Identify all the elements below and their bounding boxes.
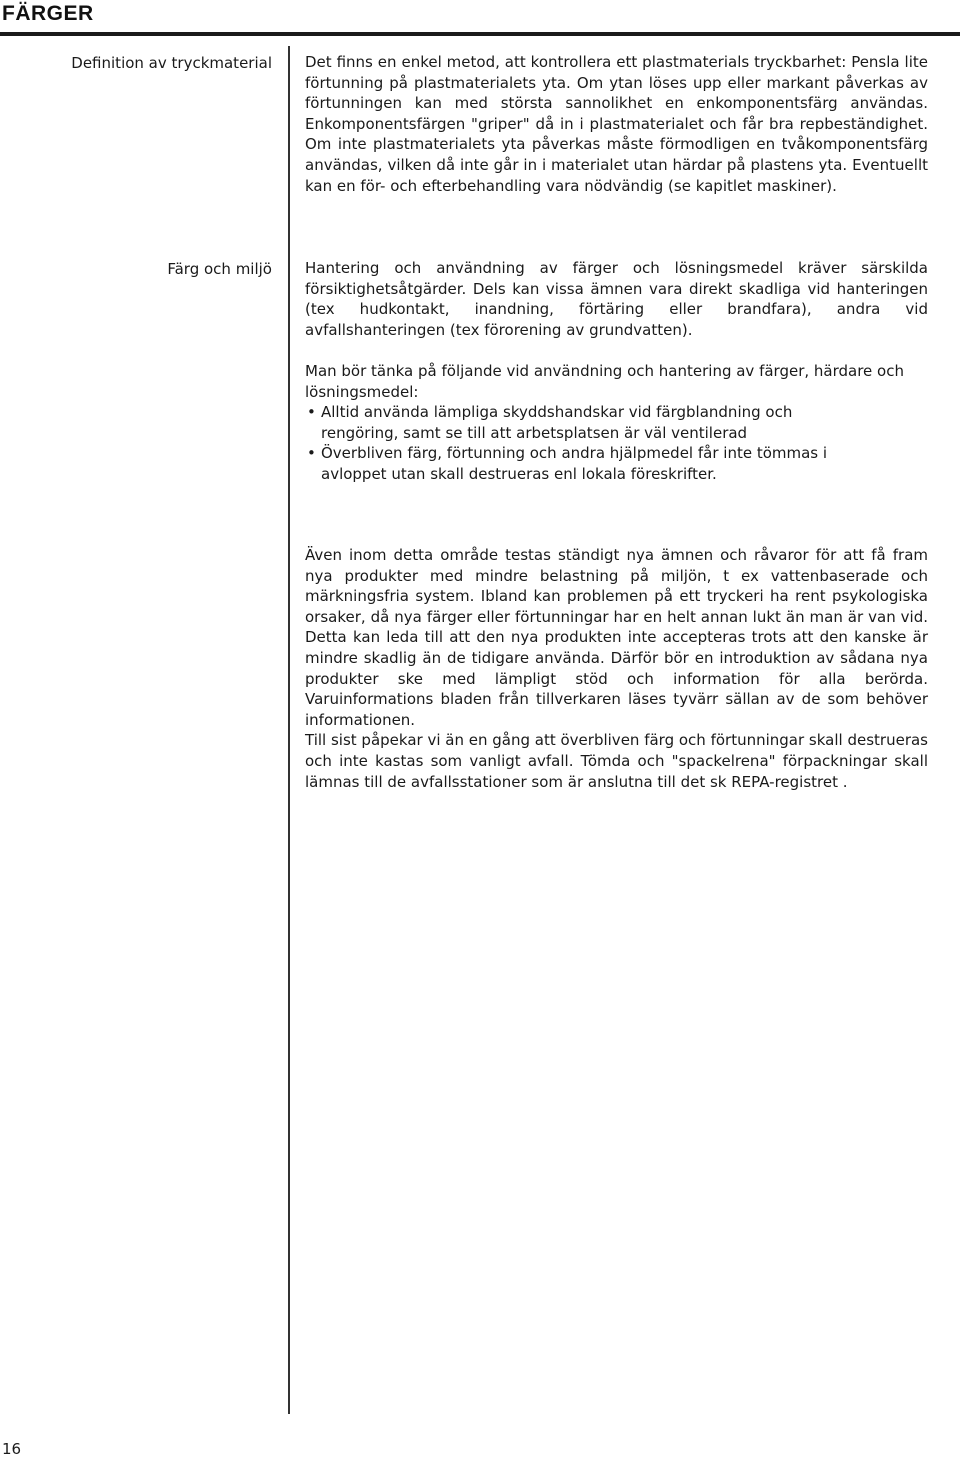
section-body-farg-och-miljo (305, 258, 928, 340)
page-number: 16 (2, 1440, 22, 1458)
list-item (305, 402, 861, 443)
paragraph: Man bör tänka på följande vid användning och hantering av färger, härdare och lösningsmedel: (305, 362, 904, 401)
paragraph: Till sist påpekar vi än en gång att överbliven färg och förtunningar skall destrueras och inte kastas som vanligt avfall. Tömda och "spackelrena" förpackningar skall lämnas till de avfallsstationer som är anslutna till det sk REPA-registret . (305, 731, 928, 791)
list-item-text: Överbliven färg, förtunning och andra hjälpmedel får inte tömmas i avloppet utan skall destrueras enl lokala föreskrifter. (321, 444, 828, 483)
paragraph: Även inom detta område testas ständigt nya ämnen och råvaror för att få fram nya produkter med mindre belastning på miljön, t ex vattenbaserade och märkningsfria system. Ibland kan problemen på ett tryckeri ha rent psykologiska orsaker, då nya färger eller förtunningar har en helt annan lukt än man är van vid. Detta kan leda till att den nya produkten inte accepteras trots att den kanske är mindre skadlig än de tidigare använda. Därför bör en introduktion av sådana nya produkter ske med lämpligt stöd och information för alla berörda. Varuinformations bladen från tillverkaren läses tyvärr sällan av de som behöver informationen. (305, 546, 928, 729)
list-item (305, 443, 861, 484)
section-label-farg-och-miljo: Färg och miljö (167, 260, 272, 278)
column-divider (288, 46, 290, 1414)
section-body-closing (305, 545, 928, 792)
section-label-definition: Definition av tryckmaterial (71, 54, 272, 72)
paragraph: Hantering och användning av färger och lösningsmedel kräver särskilda försiktighetsåtgärder. Dels kan vissa ämnen vara direkt skadliga vid hanteringen (tex hudkontakt, inandning, förtäring eller brandfara), andra vid avfallshanteringen (tex förorening av grundvatten). (305, 259, 928, 339)
paragraph: Det finns en enkel metod, att kontrollera ett plastmaterials tryckbarhet: Pensla lite förtunning på plastmaterialets yta. Om ytan löses upp eller markant påverkas av förtunningen kan med största sannolikhet en enkomponentsfärg användas. Enkomponentsfärgen "griper" då in i plastmaterialet och får bra repbeständighet. Om inte plastmaterialets yta påverkas måste förmodligen en tvåkomponentsfärg användas, vilken då inte går in i materialet utan härdar på plastens yta. Eventuellt kan en för- och efterbehandling vara nödvändig (se kapitlet maskiner). (305, 53, 928, 195)
bullet-icon: • (307, 444, 316, 463)
bullet-list (305, 402, 928, 484)
header-rule (0, 32, 960, 36)
page-title: FÄRGER (2, 2, 94, 25)
bullet-icon: • (307, 403, 316, 422)
list-item-text: Alltid använda lämpliga skyddshandskar vid färgblandning och rengöring, samt se till att arbetsplatsen är väl ventilerad (321, 403, 793, 442)
section-body-handling (305, 361, 928, 485)
section-body-definition (305, 52, 928, 196)
